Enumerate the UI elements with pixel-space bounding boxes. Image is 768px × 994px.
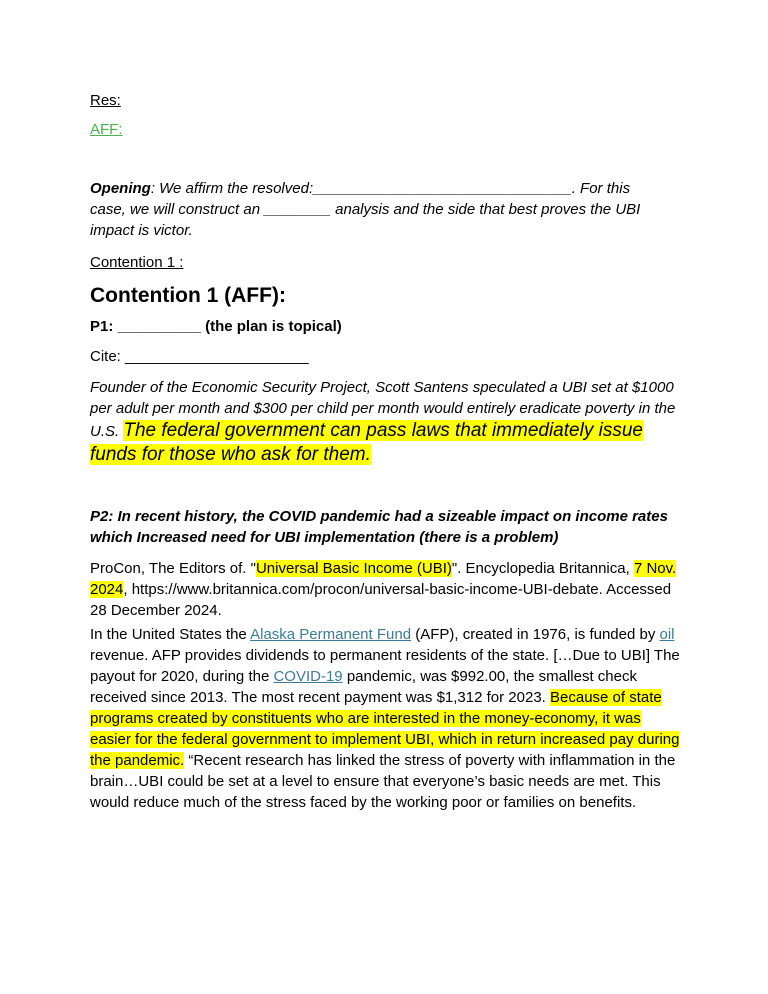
citation-url: , https://www.britannica.com/procon/universal-basic-income-UBI-debate. Accessed 28 December 2024. bbox=[90, 581, 672, 619]
covid-19-link[interactable]: COVID-19 bbox=[273, 668, 343, 685]
contention-label: Contention 1 : bbox=[90, 254, 184, 271]
p2-heading: P2: In recent history, the COVID pandemic had a sizeable impact on income rates which Increased need for UBI implementation (there is a problem) bbox=[90, 508, 668, 546]
opening-label: Opening bbox=[90, 180, 151, 197]
p1-card-text: Founder of the Economic Security Project, Scott Santens speculated a UBI set at $1000 per adult per month and $300 per child per month would entirely eradicate poverty in the U.S. bbox=[90, 379, 676, 440]
opening-text: : We affirm the resolved:_______________________________. For this case, we will construct an ________ analysis and the side that best proves the UBI impact is victor. bbox=[90, 180, 641, 239]
citation-author: ProCon, The Editors of. " bbox=[90, 560, 256, 577]
p1-tag: The federal government can pass laws that immediately issue funds for those who ask for them. bbox=[90, 420, 643, 465]
citation-publisher: ". Encyclopedia Britannica, bbox=[451, 560, 634, 577]
body-text-5: “Recent research has linked the stress of poverty with inflammation in the brain…UBI could be set at a level to ensure that everyone’s basic needs are met. This would reduce much of the stress faced by the working poor or families on benefits. bbox=[90, 752, 676, 811]
aff-label-line bbox=[90, 119, 690, 140]
body-text-2: (AFP), created in 1976, is funded by bbox=[411, 626, 660, 643]
p2-citation bbox=[90, 558, 680, 621]
body-text-1: In the United States the bbox=[90, 626, 251, 643]
body-text-3: revenue. AFP provides dividends to permanent residents of the state. […Due to UBI] The payout for 2020, during the bbox=[90, 647, 680, 685]
opening-paragraph bbox=[90, 178, 670, 241]
p1-cite: Cite: ______________________ bbox=[90, 348, 309, 365]
res-label: Res: bbox=[90, 92, 121, 109]
p1-card bbox=[90, 377, 690, 467]
oil-link[interactable]: oil bbox=[659, 626, 675, 643]
contention-heading: Contention 1 (AFF): bbox=[90, 284, 286, 307]
p2-body bbox=[90, 624, 680, 813]
p1-heading: P1: __________ (the plan is topical) bbox=[90, 318, 342, 335]
body-highlight: Because of state programs created by constituents who are interested in the money-economy, it was easier for the federal government to implement UBI, which in return increased pay during the pandemic. bbox=[90, 689, 680, 769]
citation-date: 7 Nov. 2024 bbox=[90, 560, 677, 598]
citation-title: Universal Basic Income (UBI) bbox=[255, 560, 452, 577]
body-text-4: pandemic, was $992.00, the smallest check received since 2013. The most recent payment was $1,312 for 2023. bbox=[90, 668, 637, 706]
aff-label[interactable]: AFF: bbox=[90, 121, 123, 138]
alaska-permanent-fund-link[interactable]: Alaska Permanent Fund bbox=[250, 626, 412, 643]
